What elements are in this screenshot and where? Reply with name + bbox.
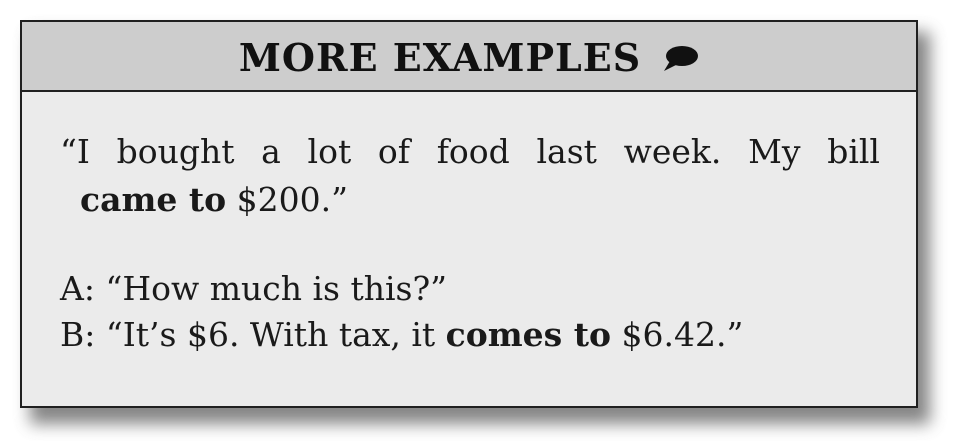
example-1-amount: $200.”	[226, 180, 348, 219]
example-1-line-1: “I bought a lot of food last week. My bill	[60, 132, 880, 171]
header-title: MORE EXAMPLES	[238, 34, 642, 80]
phrase-came-to: came to	[80, 180, 227, 219]
examples-header	[22, 22, 916, 92]
example-1	[60, 128, 880, 224]
example-1-line-2	[60, 176, 880, 224]
speaker-b: B:	[60, 315, 96, 354]
dialogue-line-b	[60, 312, 743, 358]
dialogue-line-a	[60, 266, 743, 312]
example-2-dialogue	[60, 266, 743, 358]
phrase-comes-to: comes to	[445, 315, 611, 354]
speaker-a: A:	[60, 269, 95, 308]
dialogue-a-text: “How much is this?”	[94, 269, 448, 308]
dialogue-b-text-start: “It’s $6. With tax, it	[95, 315, 446, 354]
speech-bubble-icon	[661, 44, 699, 74]
examples-box	[20, 20, 918, 408]
dialogue-b-text-end: $6.42.”	[611, 315, 744, 354]
